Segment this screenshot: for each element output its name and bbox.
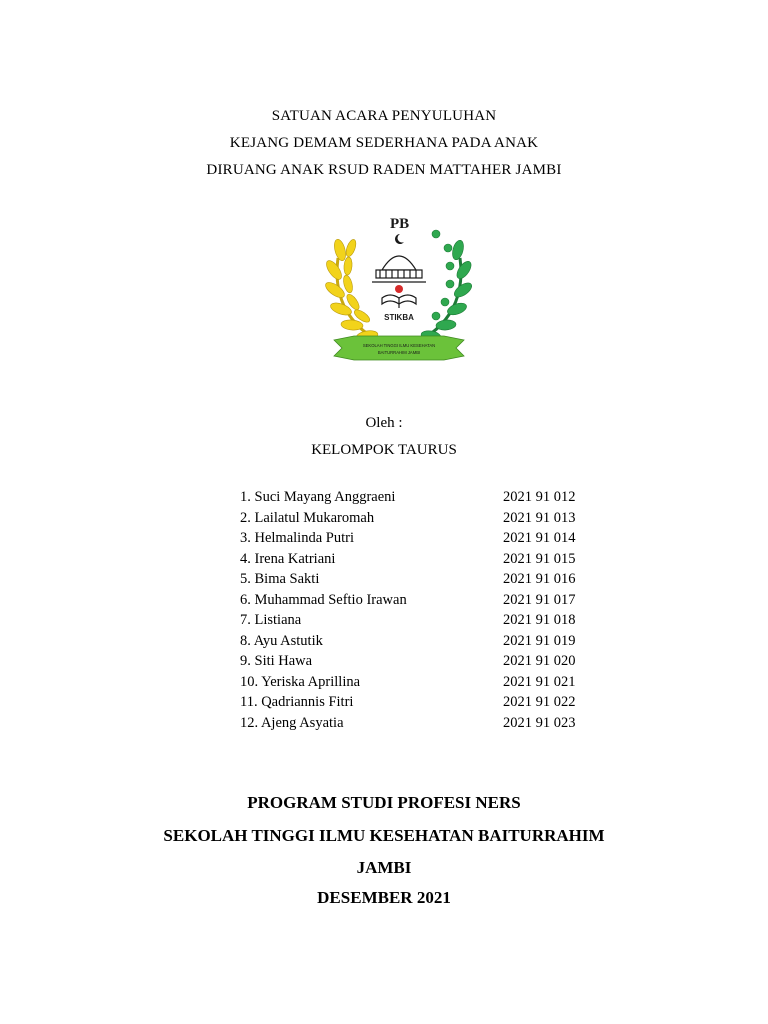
member-nim: 2021 91 018 — [503, 612, 576, 628]
member-name: 3. Helmalinda Putri — [240, 530, 354, 546]
logo-name-text: STIKBA — [384, 313, 414, 322]
list-item — [240, 510, 600, 531]
member-nim: 2021 91 023 — [503, 714, 576, 731]
member-nim: 2021 91 017 — [503, 591, 576, 608]
list-item — [240, 715, 600, 736]
member-name: 12. Ajeng Asyatia — [240, 714, 344, 731]
list-item — [240, 592, 600, 613]
title-line-2: KEJANG DEMAM SEDERHANA PADA ANAK — [229, 135, 539, 151]
member-nim: 2021 91 016 — [503, 571, 576, 587]
member-name: 2. Lailatul Mukaromah — [240, 509, 375, 526]
ribbon-text-1: SEKOLAH TINGGI ILMU KESEHATAN — [362, 343, 436, 348]
list-item — [240, 489, 600, 510]
member-name: 8. Ayu Astutik — [240, 632, 323, 649]
member-name: 4. Irena Katriani — [240, 550, 336, 567]
stikba-logo — [324, 208, 474, 368]
member-name: 10. Yeriska Aprillina — [240, 673, 361, 690]
list-item — [240, 551, 600, 572]
crescent-icon — [395, 234, 404, 244]
mosque-icon — [372, 256, 426, 282]
title-line-1: SATUAN ACARA PENYULUHAN — [271, 108, 497, 124]
city-name: JAMBI — [356, 858, 412, 877]
list-item — [240, 653, 600, 674]
list-item — [240, 674, 600, 695]
member-name: 9. Siti Hawa — [240, 653, 313, 669]
flame-icon — [395, 285, 403, 293]
member-nim: 2021 91 013 — [503, 509, 576, 526]
member-nim: 2021 91 021 — [503, 673, 576, 690]
institution-name: SEKOLAH TINGGI ILMU KESEHATAN BAITURRAHIM — [163, 826, 605, 845]
list-item — [240, 530, 600, 551]
member-name: 1. Suci Mayang Anggraeni — [240, 489, 396, 505]
list-item — [240, 571, 600, 592]
member-nim: 2021 91 020 — [503, 653, 576, 669]
member-nim: 2021 91 022 — [503, 694, 576, 710]
member-nim: 2021 91 012 — [503, 489, 576, 505]
member-name: 6. Muhammad Seftio Irawan — [240, 591, 407, 608]
member-nim: 2021 91 015 — [503, 550, 576, 567]
ribbon-text-2: BAITURRAHIM JAMBI — [377, 350, 421, 355]
list-item — [240, 633, 600, 654]
ribbon-icon — [334, 336, 464, 360]
logo-pb-text: PB — [390, 216, 410, 232]
title-line-3: DIRUANG ANAK RSUD RADEN MATTAHER JAMBI — [206, 162, 562, 178]
member-nim: 2021 91 019 — [503, 632, 576, 649]
document-date: DESEMBER 2021 — [317, 888, 451, 907]
member-name: 5. Bima Sakti — [240, 571, 320, 587]
yellow-wreath-icon — [324, 238, 394, 348]
group-name: KELOMPOK TAURUS — [311, 442, 457, 458]
green-wreath-icon — [404, 230, 474, 348]
member-name: 11. Qadriannis Fitri — [240, 694, 354, 710]
member-list — [240, 489, 600, 735]
member-name: 7. Listiana — [240, 612, 302, 628]
byline-label: Oleh : — [365, 415, 403, 431]
member-nim: 2021 91 014 — [503, 530, 576, 546]
list-item — [240, 612, 600, 633]
list-item — [240, 694, 600, 715]
program-name: PROGRAM STUDI PROFESI NERS — [247, 793, 521, 812]
